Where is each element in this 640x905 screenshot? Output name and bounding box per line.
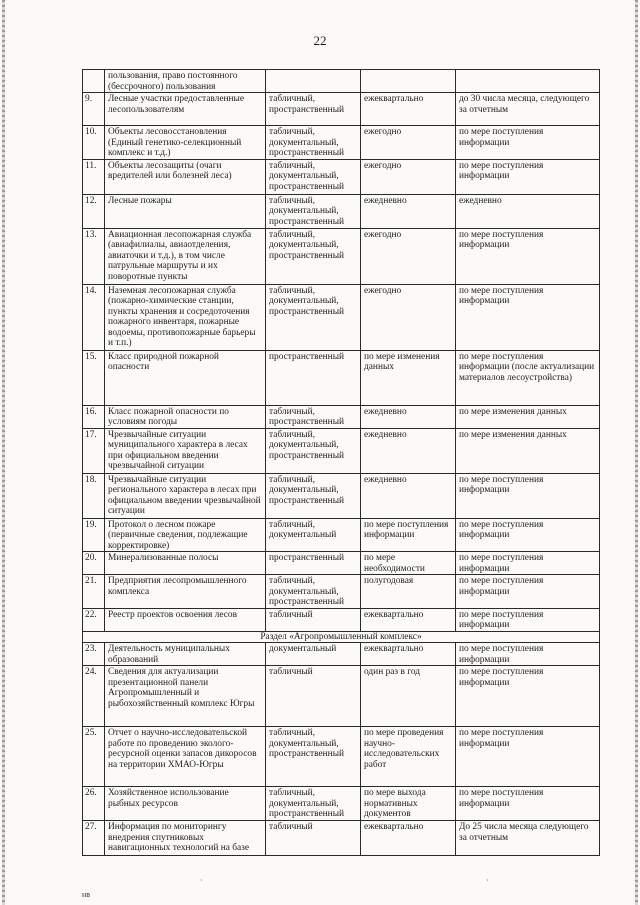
row-period [361, 70, 456, 93]
row-form: табличный, документальный, пространственный [266, 787, 361, 821]
row-period: по мере необходимости [361, 552, 456, 575]
row-form: табличный, документальный [266, 518, 361, 552]
table-row [83, 93, 600, 126]
section-row [83, 631, 600, 643]
table-row [83, 350, 600, 405]
row-form: пространственный [266, 552, 361, 575]
row-form: табличный, документальный, пространственный [266, 428, 361, 473]
row-name: Объекты лесовосстановления (Единый генетико-селекционный комплекс и т.д.) [105, 126, 266, 160]
table-row [83, 194, 600, 228]
row-form: пространственный [266, 350, 361, 405]
row-name: Авиационная лесопожарная служба (авиафилиалы, авиаотделения, авиаточки и т.д.), в том числе патрульные маршруты и их поворотные пункты [105, 228, 266, 284]
row-period: ежедневно [361, 405, 456, 428]
row-term: по мере поступления информации [456, 608, 600, 631]
row-period: ежегодно [361, 159, 456, 194]
row-period: ежегодно [361, 284, 456, 350]
data-register-table [82, 69, 600, 856]
section-title: Раздел «Агропромышленный комплекс» [83, 631, 600, 643]
row-term: ежедневно [456, 194, 600, 228]
row-number: 17. [83, 428, 105, 473]
row-number: 14. [83, 284, 105, 350]
table-row-carry-over [83, 70, 600, 93]
row-number: 20. [83, 552, 105, 575]
row-number: 13. [83, 228, 105, 284]
table-body-section [83, 631, 600, 643]
row-number: 10. [83, 126, 105, 160]
row-period: один раз в год [361, 666, 456, 727]
row-name: Информация по мониторингу внедрения спутниковых навигационных технологий на базе [105, 821, 266, 856]
row-number: 21. [83, 575, 105, 609]
row-form: табличный, документальный, пространственный [266, 194, 361, 228]
row-number: 18. [83, 473, 105, 518]
row-name: Лесные пожары [105, 194, 266, 228]
row-term: по мере изменения данных [456, 428, 600, 473]
table-body-agro [83, 643, 600, 856]
table-row [83, 284, 600, 350]
row-form: табличный [266, 821, 361, 856]
row-form: табличный, документальный, пространственный [266, 159, 361, 194]
row-number: 11. [83, 159, 105, 194]
row-term: по мере изменения данных [456, 405, 600, 428]
table-row [83, 727, 600, 787]
scan-edge-left [2, 0, 5, 905]
footer-mark: нв [82, 890, 91, 899]
row-number: 23. [83, 643, 105, 666]
row-name: Минерализованные полосы [105, 552, 266, 575]
row-period: ежеквартально [361, 821, 456, 856]
row-name: Объекты лесозащиты (очаги вредителей или болезней леса) [105, 159, 266, 194]
row-name: Протокол о лесном пожаре (первичные сведения, подлежащие корректировке) [105, 518, 266, 552]
row-form: табличный, документальный, пространственный [266, 575, 361, 609]
row-term: по мере поступления информации (после актуализации материалов лесоустройства) [456, 350, 600, 405]
row-form: табличный [266, 608, 361, 631]
row-form: документальный [266, 643, 361, 666]
row-period: по мере изменения данных [361, 350, 456, 405]
row-term: по мере поступления информации [456, 473, 600, 518]
row-number [83, 70, 105, 93]
row-number: 16. [83, 405, 105, 428]
row-name: Предприятия лесопромышленного комплекса [105, 575, 266, 609]
row-name: Класс пожарной опасности по условиям погоды [105, 405, 266, 428]
row-form: табличный, пространственный [266, 405, 361, 428]
table-row [83, 643, 600, 666]
row-number: 27. [83, 821, 105, 856]
row-number: 26. [83, 787, 105, 821]
row-number: 25. [83, 727, 105, 787]
page-number: 22 [313, 33, 327, 48]
row-term: по мере поступления информации [456, 575, 600, 609]
table-row [83, 405, 600, 428]
row-number: 22. [83, 608, 105, 631]
row-name: Наземная лесопожарная служба (пожарно-химические станции, пункты хранения и сосредоточения пожарного инвентаря, пожарные водоемы, противопожарные барьеры и т.п.) [105, 284, 266, 350]
row-period: ежедневно [361, 428, 456, 473]
row-period: ежегодно [361, 126, 456, 160]
row-period: ежедневно [361, 473, 456, 518]
table-row [83, 575, 600, 609]
row-term: До 25 числа месяца следующего за отчетным [456, 821, 600, 856]
row-name: пользования, право постоянного (бессрочного) пользования [105, 70, 266, 93]
row-name: Деятельность муниципальных образований [105, 643, 266, 666]
row-form [266, 70, 361, 93]
row-period: по мере выхода нормативных документов [361, 787, 456, 821]
row-number: 19. [83, 518, 105, 552]
row-period: ежеквартально [361, 643, 456, 666]
row-term: по мере поступления информации [456, 643, 600, 666]
table-row [83, 787, 600, 821]
row-number: 12. [83, 194, 105, 228]
table-row [83, 428, 600, 473]
row-term: по мере поступления информации [456, 518, 600, 552]
table-row [83, 159, 600, 194]
row-term [456, 70, 600, 93]
scan-edge-right [635, 0, 638, 905]
table-row [83, 552, 600, 575]
row-period: ежеквартально [361, 93, 456, 126]
table-row [83, 518, 600, 552]
scan-speck: · [200, 876, 203, 885]
row-name: Чрезвычайные ситуации регионального характера в лесах при официальном введении чрезвычайной ситуации [105, 473, 266, 518]
row-form: табличный, пространственный [266, 93, 361, 126]
row-term: по мере поступления информации [456, 284, 600, 350]
row-number: 24. [83, 666, 105, 727]
row-term: по мере поступления информации [456, 666, 600, 727]
row-period: ежегодно [361, 228, 456, 284]
row-form: табличный [266, 666, 361, 727]
row-number: 15. [83, 350, 105, 405]
row-term: по мере поступления информации [456, 787, 600, 821]
row-period: по мере проведения научно-исследовательских работ [361, 727, 456, 787]
row-form: табличный, документальный, пространственный [266, 228, 361, 284]
row-name: Класс природной пожарной опасности [105, 350, 266, 405]
table-row [83, 821, 600, 856]
row-period: полугодовая [361, 575, 456, 609]
table-body-forestry [83, 70, 600, 632]
row-period: ежеквартально [361, 608, 456, 631]
row-form: табличный, документальный, пространственный [266, 126, 361, 160]
table-row [83, 126, 600, 160]
table-row [83, 473, 600, 518]
row-name: Отчет о научно-исследовательской работе по проведению эколого-ресурсной оценки запасов дикоросов на территории ХМАО-Югры [105, 727, 266, 787]
row-term: по мере поступления информации [456, 552, 600, 575]
row-name: Лесные участки предоставленные лесопользователям [105, 93, 266, 126]
row-term: до 30 числа месяца, следующего за отчетным [456, 93, 600, 126]
row-form: табличный, документальный, пространственный [266, 727, 361, 787]
scan-speck: · [486, 876, 489, 885]
row-period: ежедневно [361, 194, 456, 228]
row-term: по мере поступления информации [456, 126, 600, 160]
row-name: Чрезвычайные ситуации муниципального характера в лесах при официальном введении чрезвычайной ситуации [105, 428, 266, 473]
row-form: табличный, документальный, пространственный [266, 284, 361, 350]
row-name: Хозяйственное использование рыбных ресурсов [105, 787, 266, 821]
row-name: Реестр проектов освоения лесов [105, 608, 266, 631]
row-period: по мере поступления информации [361, 518, 456, 552]
row-number: 9. [83, 93, 105, 126]
row-term: по мере поступления информации [456, 159, 600, 194]
row-name: Сведения для актуализации презентационной панели Агропромышленный и рыбохозяйственный комплекс Югры [105, 666, 266, 727]
row-term: по мере поступления информации [456, 727, 600, 787]
row-form: табличный, документальный, пространственный [266, 473, 361, 518]
row-term: по мере поступления информации [456, 228, 600, 284]
table-row [83, 666, 600, 727]
table-row [83, 608, 600, 631]
table-row [83, 228, 600, 284]
